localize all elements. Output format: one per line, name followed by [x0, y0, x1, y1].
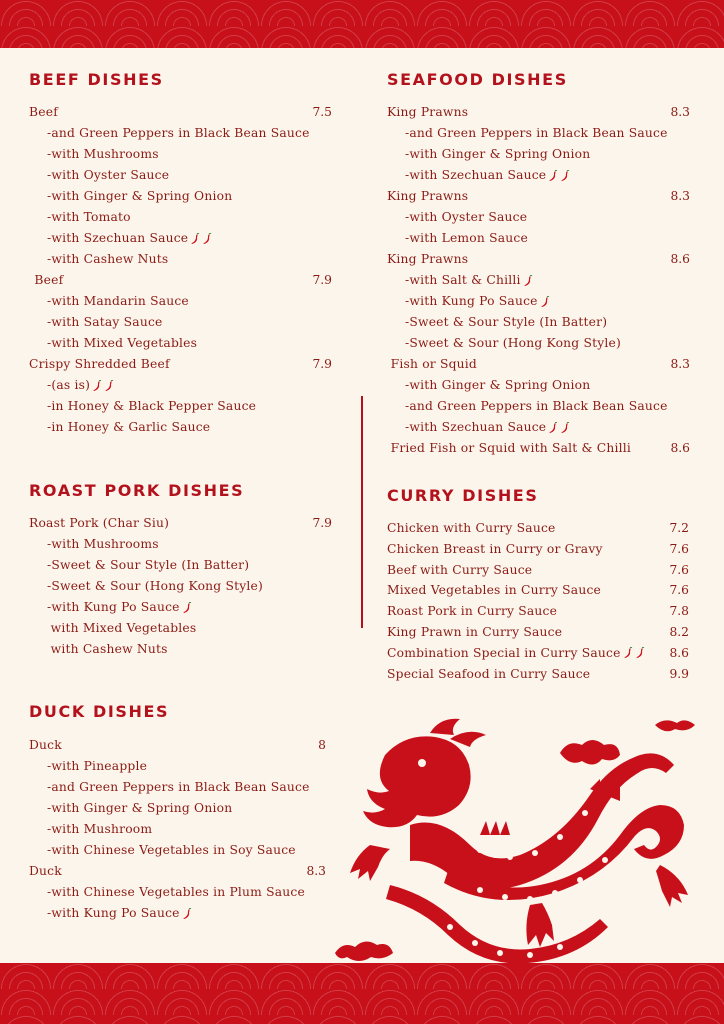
- dish-name: [387, 562, 532, 579]
- dish-name: [387, 251, 468, 268]
- dish-text: King Prawn in Curry Sauce: [387, 625, 563, 639]
- chili-pepper-icon: [560, 422, 570, 434]
- dish-text: King Prawns: [387, 105, 469, 119]
- dish-text: -Sweet & Sour (Hong Kong Style): [47, 579, 264, 593]
- dish-variant: [47, 251, 168, 268]
- chili-pepper-icon: [548, 422, 558, 434]
- dish-name: [387, 582, 601, 599]
- dish-text: with Cashew Nuts: [50, 642, 168, 656]
- curry-heading: CURRY DISHES: [387, 486, 539, 505]
- dish-text: -with Cashew Nuts: [47, 252, 169, 266]
- dish-price: 7.2: [669, 521, 689, 535]
- dish-text: Roast Pork in Curry Sauce: [387, 604, 558, 619]
- dish-text: -with Mushrooms: [47, 147, 159, 161]
- dish-price: 7.6: [669, 583, 689, 598]
- dish-price: 8.2: [669, 625, 689, 639]
- chili-pepper-icon: [190, 233, 200, 245]
- dish-name: [29, 737, 62, 754]
- chili-pepper-icon: [182, 602, 192, 614]
- dish-variant: [47, 146, 159, 163]
- chili-pepper-icon: [623, 647, 633, 659]
- dish-variant: [47, 800, 232, 817]
- dish-variant: [405, 419, 570, 436]
- dish-text: -in Honey & Garlic Sauce: [47, 420, 211, 434]
- dish-name: [391, 440, 631, 457]
- dish-variant: [47, 419, 210, 436]
- dish-text: King Prawns: [387, 189, 469, 203]
- dish-price: 7.9: [312, 516, 332, 530]
- dish-variant: [47, 398, 256, 415]
- dish-text: -and Green Peppers in Black Bean Sauce: [405, 399, 668, 413]
- dish-name: [387, 520, 556, 537]
- dish-variant: [47, 758, 147, 775]
- dish-variant: [47, 842, 296, 859]
- dish-price: 8.3: [670, 105, 690, 119]
- dish-text: -with Lemon Sauce: [405, 231, 528, 245]
- chili-pepper-icon: [523, 275, 533, 287]
- duck-heading: DUCK DISHES: [29, 702, 170, 721]
- dish-text: -with Mandarin Sauce: [47, 294, 189, 308]
- chili-pepper-icon: [92, 380, 102, 392]
- dish-text: -with Oyster Sauce: [405, 210, 528, 224]
- dish-text: Beef: [29, 105, 58, 119]
- dish-text: -Sweet & Sour Style (In Batter): [47, 558, 250, 572]
- dish-price: 8.3: [306, 864, 326, 878]
- dish-name: [387, 666, 590, 683]
- chili-pepper-icon: [548, 170, 558, 182]
- dish-text: -with Mushroom: [47, 822, 153, 836]
- dish-text: with Mixed Vegetables: [50, 621, 197, 635]
- dish-text: -with Szechuan Sauce: [47, 231, 189, 245]
- dish-text: Special Seafood in Curry Sauce: [387, 666, 591, 681]
- dish-text: -and Green Peppers in Black Bean Sauce: [405, 126, 668, 140]
- dish-variant: [47, 167, 169, 184]
- dish-price: 8.3: [670, 357, 690, 371]
- dish-text: -(as is): [47, 378, 91, 392]
- dish-price: 8.6: [669, 645, 689, 660]
- dish-text: -with Tomato: [47, 210, 131, 224]
- dish-variant: [47, 557, 249, 574]
- dish-text: -with Pineapple: [47, 759, 148, 773]
- dish-text: -with Oyster Sauce: [47, 168, 170, 182]
- chili-pepper-icon: [635, 647, 645, 659]
- dish-price: 7.9: [312, 273, 332, 287]
- chili-pepper-icon: [202, 233, 212, 245]
- chili-pepper-icon: [104, 380, 114, 392]
- dish-text: Chicken Breast in Curry or Gravy: [387, 541, 603, 556]
- dish-text: -in Honey & Black Pepper Sauce: [47, 399, 257, 413]
- dish-name: [387, 624, 562, 641]
- dish-text: King Prawns: [387, 252, 469, 266]
- dish-price: 7.9: [312, 357, 332, 371]
- dish-name: [387, 603, 557, 620]
- dish-text: -Sweet & Sour Style (In Batter): [405, 315, 608, 329]
- column-divider: [361, 396, 363, 628]
- dish-text: -and Green Peppers in Black Bean Sauce: [47, 780, 310, 794]
- dish-variant: [47, 188, 232, 205]
- dish-variant: [47, 314, 163, 331]
- dish-text: -with Mushrooms: [47, 537, 159, 551]
- dish-text: Mixed Vegetables in Curry Sauce: [387, 583, 602, 598]
- dish-text: -with Salt & Chilli: [405, 273, 521, 287]
- dish-variant: [51, 641, 168, 658]
- dish-variant: [51, 620, 197, 637]
- dish-text: -with Satay Sauce: [47, 315, 163, 329]
- dish-text: -with Ginger & Spring Onion: [47, 801, 233, 815]
- dish-price: 8.6: [670, 252, 690, 266]
- dish-variant: [405, 146, 590, 163]
- chili-pepper-icon: [560, 170, 570, 182]
- dish-price: 7.5: [312, 105, 332, 119]
- dish-variant: [47, 578, 263, 595]
- dish-text: -with Mixed Vegetables: [47, 336, 198, 350]
- dish-name: [29, 863, 62, 880]
- chili-pepper-icon: [540, 296, 550, 308]
- dish-price: 8.6: [670, 441, 690, 455]
- red-dragon-illustration: [330, 715, 724, 975]
- dish-variant: [47, 599, 192, 616]
- chili-pepper-icon: [182, 908, 192, 920]
- dish-text: -with Kung Po Sauce: [47, 906, 180, 920]
- dish-text: -with Kung Po Sauce: [47, 600, 180, 614]
- dish-variant: [47, 377, 114, 394]
- dish-text: Chicken with Curry Sauce: [387, 521, 556, 535]
- dish-variant: [47, 230, 212, 247]
- dish-variant: [405, 125, 668, 142]
- dish-variant: [47, 905, 192, 922]
- dish-variant: [405, 272, 533, 289]
- dish-text: Duck: [29, 864, 62, 878]
- dish-text: -and Green Peppers in Black Bean Sauce: [47, 126, 310, 140]
- dish-text: -with Ginger & Spring Onion: [405, 378, 591, 392]
- dish-name: [387, 541, 603, 558]
- bottom-decorative-band: [0, 963, 724, 1024]
- dish-variant: [405, 209, 527, 226]
- dish-name: [34, 272, 63, 289]
- dish-variant: [47, 293, 189, 310]
- dish-text: -with Szechuan Sauce: [405, 168, 547, 182]
- roast-pork-heading: ROAST PORK DISHES: [29, 481, 245, 500]
- dish-text: Beef: [34, 273, 64, 287]
- dish-text: -with Ginger & Spring Onion: [47, 189, 233, 203]
- dish-name: [387, 188, 468, 205]
- dish-price: 7.6: [669, 562, 689, 577]
- dish-text: Fish or Squid: [390, 357, 478, 371]
- dish-price: 9.9: [669, 666, 689, 681]
- dish-text: Fried Fish or Squid with Salt & Chilli: [390, 441, 631, 455]
- dish-variant: [405, 377, 590, 394]
- dish-variant: [47, 536, 159, 553]
- dish-name: [387, 104, 468, 121]
- dish-variant: [405, 293, 550, 310]
- dish-price: 8.3: [670, 189, 690, 203]
- beef-heading: BEEF DISHES: [29, 70, 164, 89]
- dish-text: Beef with Curry Sauce: [387, 562, 533, 577]
- dish-text: Roast Pork (Char Siu): [29, 516, 170, 530]
- dish-variant: [47, 335, 197, 352]
- dish-variant: [47, 821, 152, 838]
- dish-variant: [405, 230, 528, 247]
- dish-name: [29, 104, 58, 121]
- dish-variant: [47, 209, 131, 226]
- dish-text: Combination Special in Curry Sauce: [387, 645, 621, 660]
- dish-variant: [47, 884, 305, 901]
- top-decorative-band: [0, 0, 724, 48]
- dish-price: 7.8: [669, 604, 689, 619]
- dish-variant: [405, 314, 607, 331]
- dish-text: -with Ginger & Spring Onion: [405, 147, 591, 161]
- dish-text: -with Chinese Vegetables in Plum Sauce: [47, 885, 305, 899]
- dish-price: 7.6: [669, 541, 689, 556]
- dish-text: Crispy Shredded Beef: [29, 357, 170, 371]
- dish-name: [29, 356, 170, 373]
- dish-variant: [47, 125, 310, 142]
- dish-text: -with Kung Po Sauce: [405, 294, 538, 308]
- dish-text: -with Chinese Vegetables in Soy Sauce: [47, 843, 296, 857]
- dish-variant: [47, 779, 310, 796]
- dish-text: Duck: [29, 738, 62, 752]
- dish-name: [387, 645, 645, 662]
- seafood-heading: SEAFOOD DISHES: [387, 70, 568, 89]
- dish-text: -Sweet & Sour (Hong Kong Style): [405, 336, 622, 350]
- dish-name: [391, 356, 477, 373]
- dish-text: -with Szechuan Sauce: [405, 420, 547, 434]
- dish-variant: [405, 167, 570, 184]
- dish-name: [29, 515, 169, 532]
- dish-price: 8: [318, 738, 326, 752]
- dish-variant: [405, 335, 621, 352]
- dish-variant: [405, 398, 668, 415]
